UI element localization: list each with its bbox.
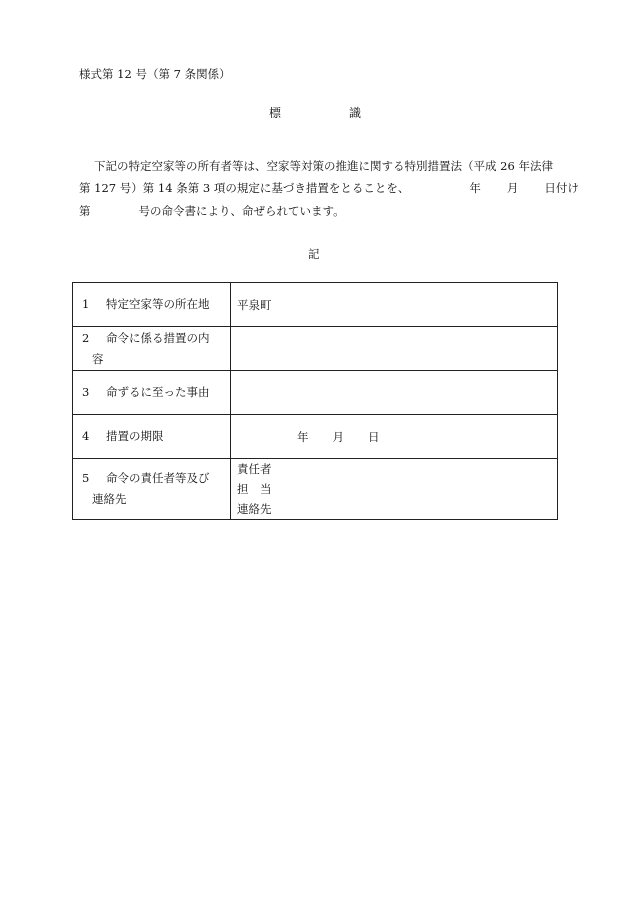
- contact-value: [231, 459, 558, 520]
- row-label: 5 命令の責任者等及び 連絡先: [73, 459, 231, 520]
- measures-value: [231, 327, 558, 371]
- section-marker: 記: [308, 247, 320, 261]
- deadline-year: 年: [297, 429, 309, 444]
- body-line-3: [79, 203, 345, 219]
- order-number-prefix: 第: [79, 204, 91, 218]
- notice-table: [72, 282, 558, 520]
- table-row: [73, 327, 558, 371]
- body-line-2-text: 第 127 号）第 14 条第 3 項の規定に基づき措置をとることを、: [79, 181, 410, 195]
- table-row: [73, 371, 558, 415]
- contact-info: 連絡先: [237, 502, 272, 516]
- row-label: 1 特定空家等の所在地: [73, 283, 231, 327]
- deadline-month: 月: [332, 429, 344, 444]
- reason-value: [231, 371, 558, 415]
- order-year: 年: [469, 181, 481, 195]
- form-number: 様式第 12 号（第 7 条関係）: [79, 67, 231, 81]
- order-month: 月: [506, 181, 519, 195]
- deadline-value: [231, 415, 558, 459]
- row-label: 4 措置の期限: [73, 415, 231, 459]
- title-char-2: 識: [349, 106, 362, 120]
- location-value: 平泉町: [231, 283, 558, 327]
- order-day: 日付け: [544, 181, 579, 195]
- body-line-2: [79, 180, 579, 196]
- table-row: [73, 283, 558, 327]
- table-row: [73, 415, 558, 459]
- contact-staff: 担 当: [237, 482, 272, 496]
- deadline-day: 日: [368, 429, 380, 444]
- contact-responsible: 責任者: [237, 462, 272, 476]
- table-row: [73, 459, 558, 520]
- row-label: 2 命令に係る措置の内 容: [73, 327, 231, 371]
- body-line-3-text: 号の命令書により、命ぜられています。: [138, 204, 345, 218]
- title-char-1: 標: [269, 106, 282, 120]
- row-label: 3 命ずるに至った事由: [73, 371, 231, 415]
- body-line-1: 下記の特定空家等の所有者等は、空家等対策の推進に関する特別措置法（平成 26 年法律: [94, 159, 553, 173]
